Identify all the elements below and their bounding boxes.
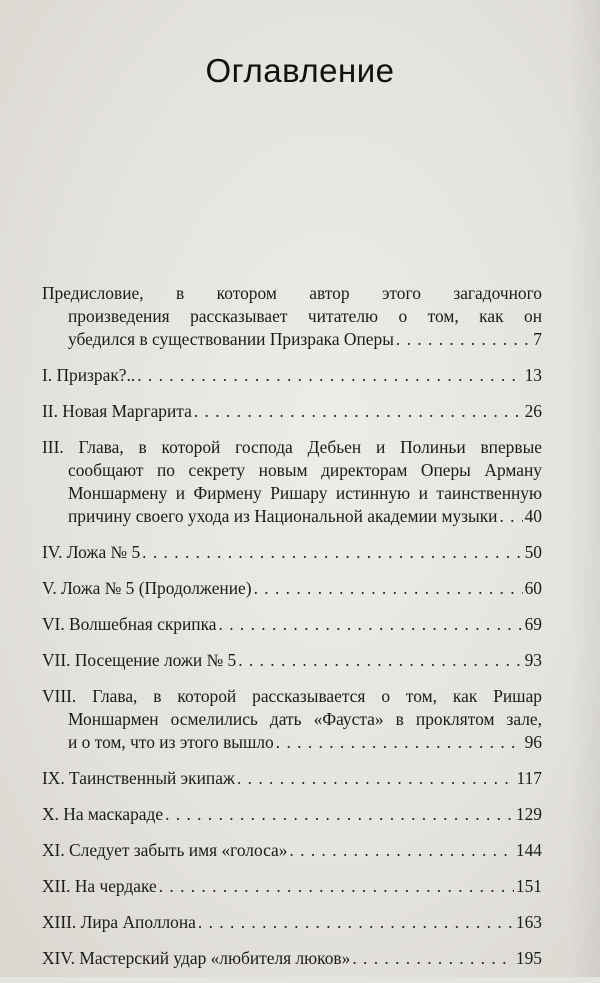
toc-leader-dots bbox=[499, 505, 522, 528]
toc-page-number: 195 bbox=[515, 948, 542, 968]
toc-entry-title: IV. Ложа № 5 bbox=[42, 542, 141, 562]
toc-entry-title: VII. Посещение ложи № 5 bbox=[42, 650, 237, 670]
toc-page-number: 7 bbox=[533, 329, 542, 349]
toc-entry-title: убедился в существовании Призрака Оперы bbox=[68, 329, 394, 349]
toc-entry bbox=[42, 282, 542, 351]
toc-entry-line: произведения рассказывает читателю о том, как он bbox=[68, 306, 542, 326]
toc-entry-last-line bbox=[42, 505, 542, 528]
toc-entry bbox=[42, 947, 542, 970]
toc-page-number: 69 bbox=[524, 614, 542, 634]
toc-leader-dots bbox=[142, 541, 522, 564]
toc-entry-title: причину своего ухода из Национальной академии музыки bbox=[68, 506, 498, 526]
toc-leader-dots bbox=[137, 364, 522, 387]
toc-page-number: 26 bbox=[524, 401, 542, 421]
toc-entry-last-line bbox=[42, 731, 542, 754]
toc-leader-dots bbox=[254, 577, 523, 600]
toc-page-number: 93 bbox=[524, 650, 542, 670]
toc-leader-dots bbox=[198, 911, 514, 934]
toc-entry-last-line bbox=[42, 767, 542, 790]
toc-entry-line: VIII. Глава, в которой рассказывается о том, как Ришар bbox=[42, 686, 542, 706]
toc-entry-title: II. Новая Маргарита bbox=[42, 401, 192, 421]
toc-page-number: 144 bbox=[515, 840, 542, 860]
toc-entry-last-line bbox=[42, 577, 542, 600]
toc-entry bbox=[42, 613, 542, 636]
toc-entry-last-line bbox=[42, 875, 542, 898]
toc-entry bbox=[42, 400, 542, 423]
toc-entry-title: X. На маскараде bbox=[42, 804, 164, 824]
toc-entry bbox=[42, 803, 542, 826]
toc-entry-title: V. Ложа № 5 (Продолжение) bbox=[42, 578, 252, 598]
toc-page-number: 163 bbox=[515, 912, 542, 932]
toc-leader-dots bbox=[159, 875, 514, 898]
toc-entry-last-line bbox=[42, 328, 542, 351]
toc-leader-dots bbox=[194, 400, 523, 423]
toc-entry bbox=[42, 364, 542, 387]
toc-entry bbox=[42, 875, 542, 898]
toc-page-number: 96 bbox=[524, 732, 542, 752]
toc-leader-dots bbox=[238, 649, 522, 672]
toc-entry bbox=[42, 767, 542, 790]
toc-entry bbox=[42, 649, 542, 672]
toc-page-number: 40 bbox=[524, 506, 542, 526]
toc-entry bbox=[42, 436, 542, 528]
toc-entry-line: Моншармену и Фирмену Ришару истинную и таинственную bbox=[68, 483, 542, 503]
toc-entry-line: Моншармен осмелились дать «Фауста» в проклятом зале, bbox=[68, 709, 542, 729]
toc-leader-dots bbox=[219, 613, 523, 636]
toc-entry-title: XIII. Лира Аполлона bbox=[42, 912, 196, 932]
toc-entry bbox=[42, 577, 542, 600]
toc-entry-title: XI. Следует забыть имя «голоса» bbox=[42, 840, 288, 860]
toc-entry-last-line bbox=[42, 400, 542, 423]
toc-leader-dots bbox=[352, 947, 514, 970]
toc-page-number: 117 bbox=[516, 768, 542, 788]
toc-entry-title: I. Призрак?.. bbox=[42, 365, 136, 385]
toc-page-number: 60 bbox=[524, 578, 542, 598]
table-of-contents bbox=[42, 282, 542, 983]
toc-entry-last-line bbox=[42, 649, 542, 672]
toc-leader-dots bbox=[237, 767, 515, 790]
page-title: Оглавление bbox=[205, 52, 395, 89]
toc-entry-title: и о том, что из этого вышло bbox=[68, 732, 274, 752]
toc-entry-title: IX. Таинственный экипаж bbox=[42, 768, 235, 788]
toc-entry-line: III. Глава, в которой господа Дебьен и Полиньи впервые bbox=[42, 437, 542, 457]
toc-page-number: 151 bbox=[515, 876, 542, 896]
toc-page-number: 13 bbox=[524, 365, 542, 385]
toc-entry-last-line bbox=[42, 947, 542, 970]
toc-leader-dots bbox=[165, 803, 514, 826]
toc-entry-line: сообщают по секрету новым директорам Оперы Арману bbox=[68, 460, 542, 480]
toc-entry-line: Предисловие, в котором автор этого загадочного bbox=[42, 283, 542, 303]
toc-entry-title: VI. Волшебная скрипка bbox=[42, 614, 217, 634]
toc-page-number: 129 bbox=[515, 804, 542, 824]
toc-entry-last-line bbox=[42, 613, 542, 636]
toc-entry-title: XII. На чердаке bbox=[42, 876, 157, 896]
toc-entry-title: XIV. Мастерский удар «любителя люков» bbox=[42, 948, 351, 968]
toc-entry bbox=[42, 541, 542, 564]
toc-entry-last-line bbox=[42, 911, 542, 934]
toc-entry-last-line bbox=[42, 839, 542, 862]
page-edge-shadow bbox=[568, 0, 600, 977]
toc-entry-last-line bbox=[42, 541, 542, 564]
toc-leader-dots bbox=[396, 328, 531, 351]
toc-entry-last-line bbox=[42, 803, 542, 826]
toc-entry bbox=[42, 839, 542, 862]
toc-leader-dots bbox=[276, 731, 523, 754]
toc-entry bbox=[42, 685, 542, 754]
toc-page-number: 50 bbox=[524, 542, 542, 562]
toc-entry-last-line bbox=[42, 364, 542, 387]
toc-entry bbox=[42, 911, 542, 934]
toc-leader-dots bbox=[289, 839, 513, 862]
